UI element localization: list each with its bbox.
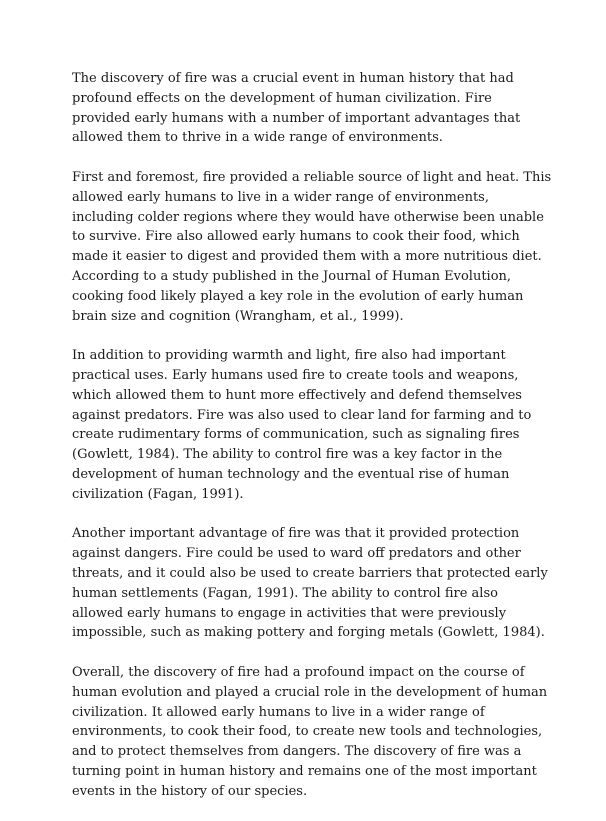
document-body — [72, 69, 552, 821]
paragraph-2: First and foremost, fire provided a reliable source of light and heat. This allowed early humans to live in a wider range of environments, including colder regions where they would have otherwise been unable to survive. Fire also allowed early humans to cook their food, which made it easier to digest and provided them with a more nutritious diet. According to a study published in the Journal of Human Evolution, cooking food likely played a key role in the evolution of early human brain size and cognition (Wrangham, et al., 1999). — [72, 169, 552, 324]
paragraph-3: In addition to providing warmth and light, fire also had important practical uses. Early humans used fire to create tools and weapons, which allowed them to hunt more effectively and defend themselves against predators. Fire was also used to clear land for farming and to create rudimentary forms of communication, such as signaling fires (Gowlett, 1984). The ability to control fire was a key factor in the development of human technology and the eventual rise of human civilization (Fagan, 1991). — [72, 348, 532, 502]
paragraph-5: Overall, the discovery of fire had a profound impact on the course of human evolution and played a crucial role in the development of human civilization. It allowed early humans to live in a wider range of environments, to cook their food, to create new tools and technologies, and to protect themselves from dangers. The discovery of fire was a turning point in human history and remains one of the most important events in the history of our species. — [72, 664, 548, 799]
paragraph-4: Another important advantage of fire was that it provided protection against dangers. Fire could be used to ward off predators and other threats, and it could also be used to create barriers that protected early human settlements (Fagan, 1991). The ability to control fire also allowed early humans to engage in activities that were previously impossible, such as making pottery and forging metals (Gowlett, 1984). — [72, 526, 548, 641]
paragraph-1: The discovery of fire was a crucial event in human history that had profound effects on the development of human civilization. Fire provided early humans with a number of important advantages that allowed them to thrive in a wide range of environments. — [72, 71, 521, 146]
